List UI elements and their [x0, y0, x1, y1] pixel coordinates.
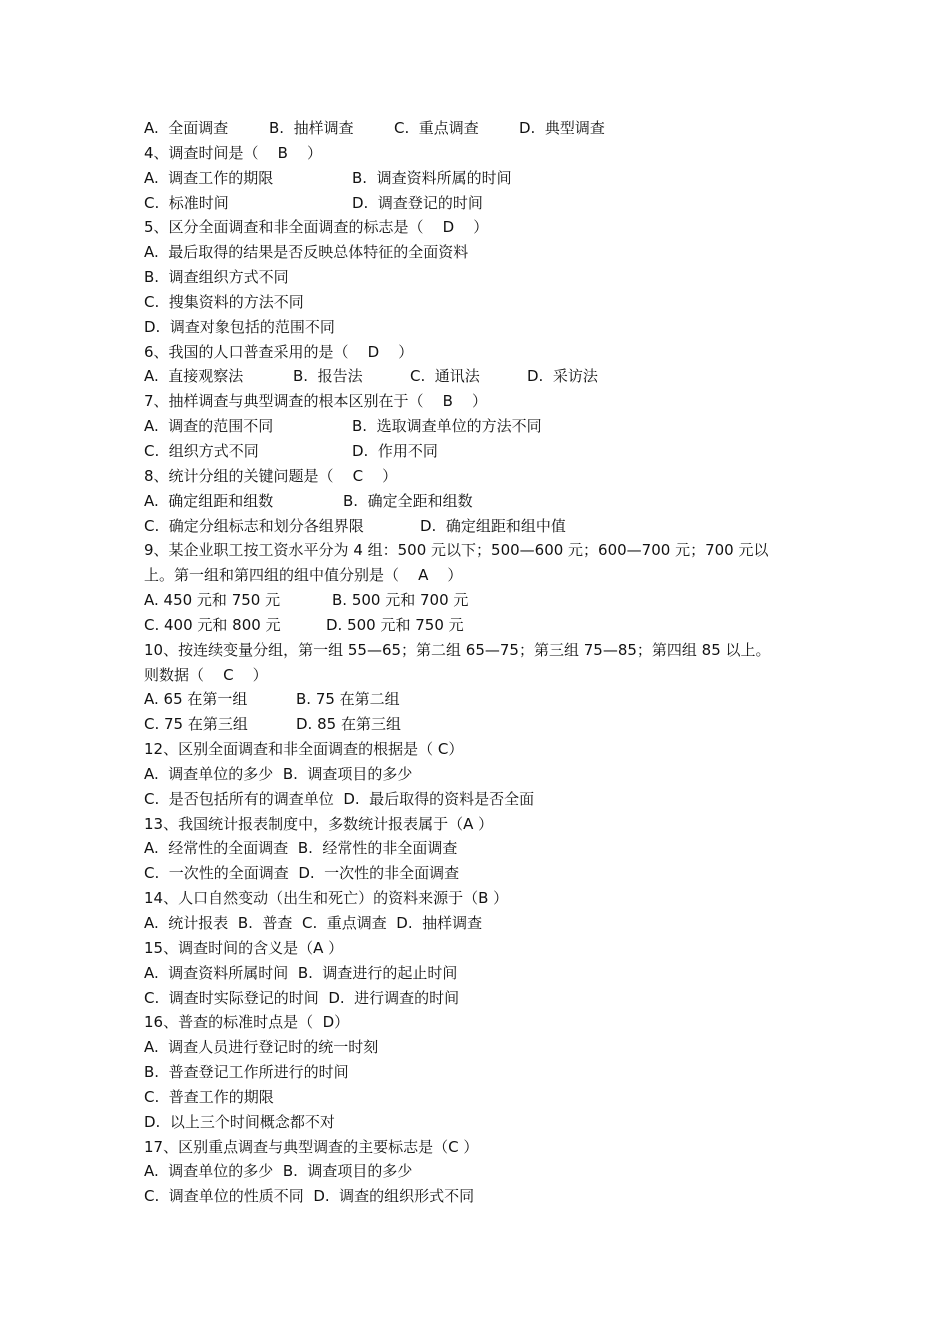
option-b: B. 调查组织方式不同: [144, 268, 289, 287]
question-text: 17、区别重点调查与典型调查的主要标志是（C ）: [144, 1137, 479, 1156]
question-text: 9、某企业职工按工资水平分为 4 组：500 元以下；500—600 元；600—700 元；700 元以: [144, 541, 769, 560]
question-10: [144, 638, 824, 663]
options-text: C. 调查时实际登记的时间 D. 进行调查的时间: [144, 988, 460, 1007]
option-c: C. 组织方式不同: [144, 441, 259, 460]
question-12: [144, 737, 824, 762]
question-5: [144, 215, 824, 240]
options-row: [144, 787, 824, 812]
option-d: D. 以上三个时间概念都不对: [144, 1112, 335, 1131]
option-d: D. 典型调查: [519, 119, 605, 137]
question-text: 12、区别全面调查和非全面调查的根据是（ C）: [144, 740, 464, 759]
option-line: [144, 265, 824, 290]
options-row: [144, 836, 824, 861]
question-7: [144, 389, 824, 414]
options-text: C. 调查单位的性质不同 D. 调查的组织形式不同: [144, 1187, 475, 1206]
options-row: [144, 489, 824, 514]
option-b: B. 500 元和 700 元: [332, 591, 469, 610]
option-d: D. 采访法: [527, 367, 598, 386]
option-line: [144, 290, 824, 315]
option-a: A. 全面调查: [144, 119, 229, 137]
line-1: [144, 116, 824, 141]
options-row: [144, 911, 824, 936]
option-d: D. 85 在第三组: [296, 715, 401, 734]
question-10-cont: [144, 663, 824, 688]
question-8: [144, 464, 824, 489]
question-text: 6、我国的人口普查采用的是（ D ）: [144, 342, 414, 361]
question-text: 16、普查的标准时点是（ D）: [144, 1013, 350, 1032]
options-row: [144, 414, 824, 439]
options-text: A. 调查单位的多少 B. 调查项目的多少: [144, 1162, 413, 1181]
options-row: [144, 961, 824, 986]
document-body: [144, 116, 824, 1209]
question-text: 上。第一组和第四组的组中值分别是（ A ）: [144, 566, 463, 585]
question-text: 15、调查时间的含义是（A ）: [144, 938, 344, 957]
option-c: C. 标准时间: [144, 193, 229, 212]
option-d: D. 500 元和 750 元: [326, 615, 464, 634]
option-line: [144, 1060, 824, 1085]
question-16: [144, 1010, 824, 1035]
option-a: A. 450 元和 750 元: [144, 591, 281, 610]
question-9-cont: [144, 563, 824, 588]
question-text: 14、人口自然变动（出生和死亡）的资料来源于（B ）: [144, 889, 509, 908]
option-b: B. 报告法: [293, 367, 363, 386]
options-row: [144, 861, 824, 886]
option-c: C. 75 在第三组: [144, 715, 248, 734]
option-b: B. 75 在第二组: [296, 690, 400, 709]
option-a: A. 直接观察法: [144, 367, 244, 386]
option-a: A. 调查的范围不同: [144, 417, 274, 436]
option-line: [144, 1035, 824, 1060]
options-row: [144, 364, 824, 389]
question-14: [144, 886, 824, 911]
options-row: [144, 762, 824, 787]
options-row: [144, 712, 824, 737]
option-b: B. 确定全距和组数: [343, 491, 473, 510]
option-b: B. 选取调查单位的方法不同: [352, 417, 542, 436]
question-text: 4、调查时间是（ B ）: [144, 143, 322, 162]
option-line: [144, 1085, 824, 1110]
question-13: [144, 812, 824, 837]
options-text: A. 调查单位的多少 B. 调查项目的多少: [144, 764, 413, 783]
option-c: C. 搜集资料的方法不同: [144, 292, 304, 311]
option-d: D. 调查对象包括的范围不同: [144, 317, 335, 336]
option-a: A. 65 在第一组: [144, 690, 248, 709]
question-9: [144, 538, 824, 563]
option-c: C. 400 元和 800 元: [144, 615, 281, 634]
options-row: [144, 687, 824, 712]
question-text: 10、按连续变量分组，第一组 55—65；第二组 65—75；第三组 75—85；第四组 85 以上。: [144, 640, 771, 659]
option-c: C. 重点调查: [394, 119, 479, 137]
option-b: B. 调查资料所属的时间: [352, 168, 512, 187]
options-row: [144, 986, 824, 1011]
option-a: A. 最后取得的结果是否反映总体特征的全面资料: [144, 243, 469, 262]
option-c: C. 通讯法: [410, 367, 480, 386]
question-15: [144, 936, 824, 961]
options-text: C. 是否包括所有的调查单位 D. 最后取得的资料是否全面: [144, 789, 535, 808]
question-text: 7、抽样调查与典型调查的根本区别在于（ B ）: [144, 392, 487, 411]
option-line: [144, 315, 824, 340]
options-row: [144, 166, 824, 191]
option-b: B. 抽样调查: [269, 119, 354, 137]
option-c: C. 普查工作的期限: [144, 1087, 274, 1106]
option-c: C. 确定分组标志和划分各组界限: [144, 516, 364, 535]
options-row: [144, 588, 824, 613]
options-row: [144, 191, 824, 216]
options-text: A. 经常性的全面调查 B. 经常性的非全面调查: [144, 839, 458, 858]
option-line: [144, 1110, 824, 1135]
option-b: B. 普查登记工作所进行的时间: [144, 1063, 349, 1082]
option-d: D. 调查登记的时间: [352, 193, 483, 212]
options-row: [144, 514, 824, 539]
question-4: [144, 141, 824, 166]
question-text: 13、我国统计报表制度中，多数统计报表属于（A ）: [144, 814, 494, 833]
option-d: D. 确定组距和组中值: [420, 516, 566, 535]
option-a: A. 确定组距和组数: [144, 491, 274, 510]
option-d: D. 作用不同: [352, 441, 438, 460]
option-a: A. 调查人员进行登记时的统一时刻: [144, 1038, 379, 1057]
options-row: [144, 1159, 824, 1184]
question-text: 8、统计分组的关键问题是（ C ）: [144, 466, 398, 485]
options-row: [144, 439, 824, 464]
options-text: C. 一次性的全面调查 D. 一次性的非全面调查: [144, 864, 460, 883]
option-a: A. 调查工作的期限: [144, 168, 274, 187]
question-text: 则数据（ C ）: [144, 665, 268, 684]
options-text: A. 调查资料所属时间 B. 调查进行的起止时间: [144, 963, 458, 982]
options-row: [144, 1184, 824, 1209]
options-row: [144, 613, 824, 638]
question-17: [144, 1135, 824, 1160]
question-6: [144, 340, 824, 365]
question-text: 5、区分全面调查和非全面调查的标志是（ D ）: [144, 218, 489, 237]
option-line: [144, 240, 824, 265]
options-text: A. 统计报表 B. 普查 C. 重点调查 D. 抽样调查: [144, 914, 483, 932]
